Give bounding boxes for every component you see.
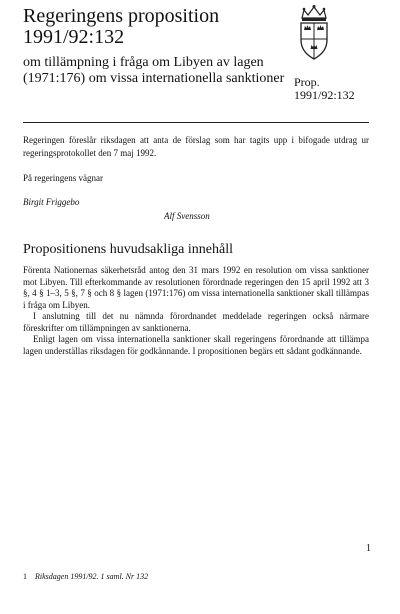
prop-number: 1991/92:132 bbox=[294, 88, 355, 102]
intro-text: Regeringen föreslår riksdagen att anta de förslag som har tagits upp i bifogade utdrag ur regeringsprotokollet den 7 maj 1992. bbox=[23, 135, 369, 158]
header-divider bbox=[23, 122, 369, 123]
document-title bbox=[23, 6, 219, 48]
footer-ref-number: 1 bbox=[23, 572, 27, 581]
on-behalf-line: På regeringens vägnar bbox=[23, 173, 103, 183]
footer-reference bbox=[23, 572, 148, 581]
summary-paragraph-1: Förenta Nationernas säkerhetsråd antog den 31 mars 1992 en resolution om vissa sanktioner mot Libyen. Till efterkommande av resolutionen förordnade regeringen den 15 april 1992 att 3 §, 4 § 1–3, 5 §, 7 § och 8 § lagen (1971:176) om vissa internationella sanktioner skall tillämpas i fråga om Libyen. bbox=[23, 265, 369, 310]
footer-ref-text: Riksdagen 1991/92. 1 saml. Nr 132 bbox=[35, 572, 149, 581]
signatory-2: Alf Svensson bbox=[164, 211, 210, 221]
summary-paragraph-3: Enligt lagen om vissa internationella sanktioner skall regeringens förordnande att tillämpa lagen underställas riksdagen för godkännande. I propositionen begärs ett sådant godkännande. bbox=[23, 334, 369, 356]
title-line-2: 1991/92:132 bbox=[23, 26, 125, 48]
title-line-1: Regeringens proposition bbox=[23, 5, 220, 27]
document-subtitle: om tillämpning i fråga om Libyen av lagen (1971:176) om vissa internationella sanktioner bbox=[23, 55, 285, 86]
prop-label: Prop. bbox=[294, 75, 320, 89]
page-number: 1 bbox=[366, 543, 371, 554]
summary-paragraph-2: I anslutning till det nu nämnda förordnandet meddelade regeringen också närmare föreskrifter om tillämpningen av sanktionerna. bbox=[23, 311, 369, 333]
summary-body bbox=[23, 265, 369, 357]
summary-heading: Propositionens huvudsakliga innehåll bbox=[23, 242, 233, 257]
proposition-reference bbox=[294, 76, 355, 102]
signatory-1: Birgit Friggebo bbox=[23, 197, 80, 207]
swedish-coat-of-arms-icon bbox=[294, 4, 334, 64]
